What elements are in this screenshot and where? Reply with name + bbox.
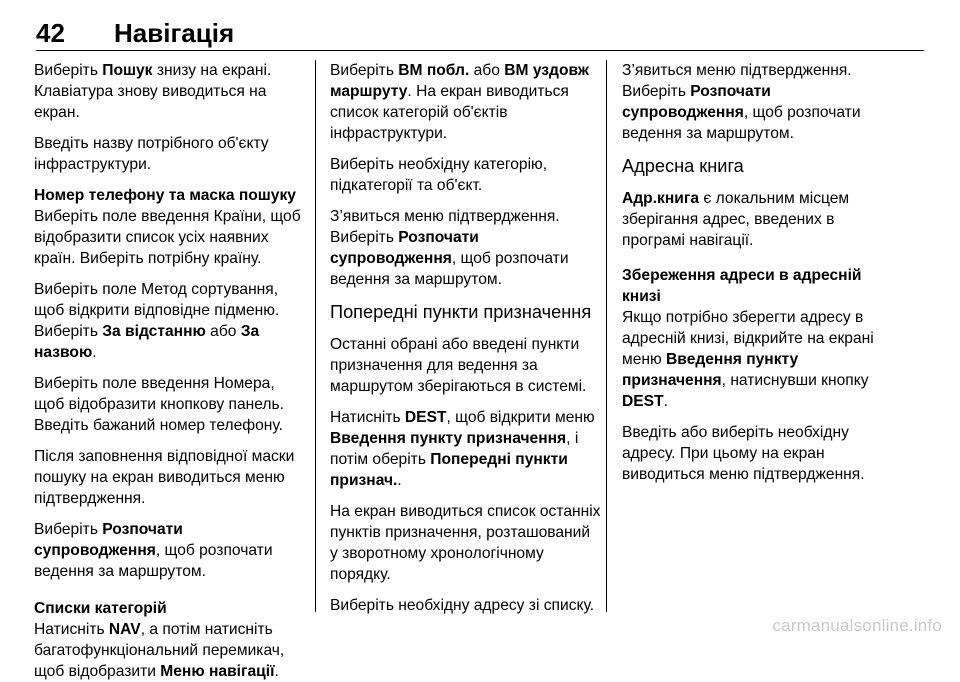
- section-heading-previous-destinations: Попередні пункти призначення: [330, 302, 592, 322]
- bold-term: Розпочати супроводження: [34, 521, 183, 559]
- paragraph: Виберіть поле введення Країни, щоб відобразити список усіх наявних країн. Виберіть потрібну країну.: [34, 208, 301, 267]
- bold-term: DEST: [404, 409, 447, 426]
- bold-term: Адр.книга: [622, 190, 699, 207]
- paragraph: Натисніть NAV, а потім натисніть багатофункціональний перемикач, щоб відобразити Меню навігації.: [34, 621, 285, 680]
- subheading-phone-mask: Номер телефону та маска пошуку: [34, 187, 296, 204]
- paragraph: З’явиться меню підтвердження. Виберіть Розпочати супроводження, щоб розпочати ведення за маршрутом.: [622, 62, 861, 142]
- header-divider: [36, 50, 924, 51]
- section-heading-address-book: Адресна книга: [622, 156, 744, 176]
- bold-term: Введення пункту призначення: [622, 351, 799, 389]
- subheading-save-address: Збереження адреси в адресній книзі: [622, 267, 862, 305]
- bold-term: DEST: [622, 393, 664, 410]
- bold-term: ВМ уздовж маршруту: [330, 62, 589, 100]
- bold-term: Розпочати супроводження: [330, 229, 479, 267]
- paragraph: Натисніть DEST, щоб відкрити меню Введення пункту призначення, і потім оберіть Попередні пункти признач..: [330, 409, 595, 489]
- paragraph: Виберіть поле введення Номера, щоб відобразити кнопкову панель. Введіть бажаний номер телефону.: [34, 375, 284, 434]
- column-2: [330, 60, 602, 616]
- paragraph: Виберіть ВМ побл. або ВМ уздовж маршруту. На екран виводиться список категорій об'єктів інфраструктури.: [330, 62, 589, 142]
- page-title: Навігація: [114, 18, 235, 48]
- bold-term: За назвою: [34, 323, 260, 361]
- paragraph: На екран виводиться список останніх пунктів призначення, розташований у зворотному хронологічному порядку.: [330, 503, 601, 583]
- paragraph: Виберіть Розпочати супроводження, щоб розпочати ведення за маршрутом.: [34, 521, 273, 580]
- bold-term: Пошук: [102, 62, 153, 79]
- bold-term: Розпочати супроводження: [622, 83, 771, 121]
- bold-term: Введення пункту призначення: [330, 430, 567, 447]
- column-divider-2: [606, 60, 607, 612]
- bold-term: За відстанню: [102, 323, 206, 340]
- page-number: 42: [36, 18, 65, 48]
- paragraph: Останні обрані або введені пункти призначення для ведення за маршрутом зберігаються в системі.: [330, 336, 587, 395]
- paragraph: Введіть або виберіть необхідну адресу. При цьому на екран виводиться меню підтвердження.: [622, 424, 865, 483]
- paragraph: Виберіть Пошук знизу на екрані. Клавіатура знову виводиться на екран.: [34, 62, 272, 121]
- subheading-category-lists: Списки категорій: [34, 600, 167, 617]
- bold-term: Меню навігації: [160, 663, 275, 680]
- column-3: [622, 60, 894, 485]
- page-header: [36, 12, 924, 52]
- paragraph: Якщо потрібно зберегти адресу в адресній книзі, відкрийте на екрані меню Введення пункту призначення, натиснувши кнопку DEST.: [622, 309, 874, 410]
- column-divider-1: [315, 60, 316, 612]
- paragraph: Виберіть необхідну категорію, підкатегорії та об'єкт.: [330, 156, 548, 194]
- paragraph: Адр.книга є локальним місцем зберігання адрес, введених в програмі навігації.: [622, 190, 850, 249]
- paragraph: Введіть назву потрібного об'єкту інфраструктури.: [34, 135, 269, 173]
- bold-term: Попередні пункти признач.: [330, 451, 568, 489]
- bold-term: ВМ побл.: [398, 62, 470, 79]
- column-1: [34, 60, 306, 682]
- bold-term: NAV: [108, 621, 141, 638]
- paragraph: Виберіть необхідну адресу зі списку.: [330, 597, 595, 614]
- paragraph: Після заповнення відповідної маски пошуку на екран виводиться меню підтвердження.: [34, 448, 295, 507]
- paragraph: З’явиться меню підтвердження. Виберіть Розпочати супроводження, щоб розпочати ведення за маршрутом.: [330, 208, 569, 288]
- paragraph: Виберіть поле Метод сортування, щоб відкрити відповідне підменю. Виберіть За відстанню або За назвою.: [34, 281, 280, 361]
- watermark: carmanualsonline.info: [772, 616, 942, 635]
